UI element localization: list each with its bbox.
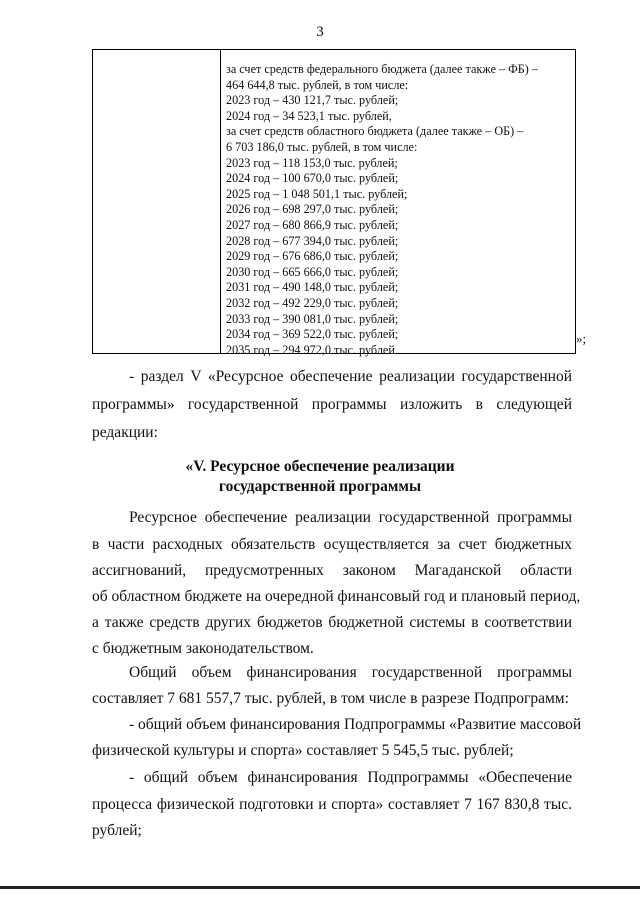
body-line: физической культуры и спорта» составляет 5 545,5 тыс. рублей;	[92, 742, 514, 759]
table-left-cell	[93, 50, 221, 353]
table-line: за счет средств федерального бюджета (далее также – ФБ) –	[226, 62, 538, 76]
body-line: составляет 7 681 557,7 тыс. рублей, в том числе в разрезе Подпрограмм:	[92, 690, 569, 707]
table-line: 2030 год – 665 666,0 тыс. рублей;	[226, 264, 399, 279]
table-line: 2023 год – 118 153,0 тыс. рублей;	[226, 155, 398, 170]
table-line: 464 644,8 тыс. рублей, в том числе:	[226, 77, 409, 92]
table-closing-quote: »;	[576, 331, 587, 346]
table-line: 2024 год – 34 523,1 тыс. рублей,	[226, 108, 392, 123]
body-line: рублей;	[92, 822, 142, 839]
table-line: 2032 год – 492 229,0 тыс. рублей;	[226, 295, 399, 310]
page-bottom-rule	[0, 886, 640, 889]
body-line: в части расходных обязательств осуществляется за счет бюджетных	[92, 536, 572, 553]
section-heading-line: государственной программы	[218, 478, 422, 495]
table-line: 2027 год – 680 866,9 тыс. рублей;	[226, 217, 399, 232]
body-line: процесса физической подготовки и спорта» составляет 7 167 830,8 тыс.	[92, 796, 572, 813]
table-line: 2033 год – 390 081,0 тыс. рублей;	[226, 311, 399, 326]
body-line: об областном бюджете на очередной финансовый год и плановый период,	[92, 588, 581, 605]
page-number: 3	[316, 24, 324, 40]
table-line: 2029 год – 676 686,0 тыс. рублей;	[226, 249, 399, 264]
table-line: 2023 год – 430 121,7 тыс. рублей;	[226, 93, 399, 108]
table-right-cell	[226, 62, 574, 358]
body-line: а также средств других бюджетов бюджетной системы в соответствии	[92, 614, 572, 631]
body-line: - общий объем финансирования Подпрограммы «Развитие массовой	[129, 716, 582, 733]
table-line: 2024 год – 100 670,0 тыс. рублей;	[226, 171, 399, 186]
section-heading-line: «V. Ресурсное обеспечение реализации	[185, 458, 455, 475]
table-line: 2034 год – 369 522,0 тыс. рублей;	[226, 327, 399, 342]
body-line: - общий объем финансирования Подпрограммы «Обеспечение	[129, 769, 572, 786]
body-line: Общий объем финансирования государственной программы	[129, 664, 572, 681]
section-intro-line: программы» государственной программы изложить в следующей	[92, 396, 572, 413]
body-line: ассигнований, предусмотренных законом Магаданской области	[92, 562, 572, 579]
table-line: 2031 год – 490 148,0 тыс. рублей;	[226, 280, 399, 295]
body-line: Ресурсное обеспечение реализации государственной программы	[129, 509, 572, 526]
body-line: с бюджетным законодательством.	[92, 640, 314, 657]
table-line: 2026 год – 698 297,0 тыс. рублей;	[226, 202, 399, 217]
section-intro-line: - раздел V «Ресурсное обеспечение реализации государственной	[129, 368, 572, 385]
table-line: за счет средств областного бюджета (далее также – ОБ) –	[226, 124, 524, 139]
table-line: 2025 год – 1 048 501,1 тыс. рублей;	[226, 186, 408, 201]
section-intro-line: редакции:	[92, 424, 158, 441]
table-line: 2035 год – 294 972,0 тыс. рублей	[226, 342, 395, 357]
table-line: 6 703 186,0 тыс. рублей, в том числе:	[226, 139, 418, 154]
financing-table	[92, 49, 576, 357]
table-line: 2028 год – 677 394,0 тыс. рублей;	[226, 233, 399, 248]
